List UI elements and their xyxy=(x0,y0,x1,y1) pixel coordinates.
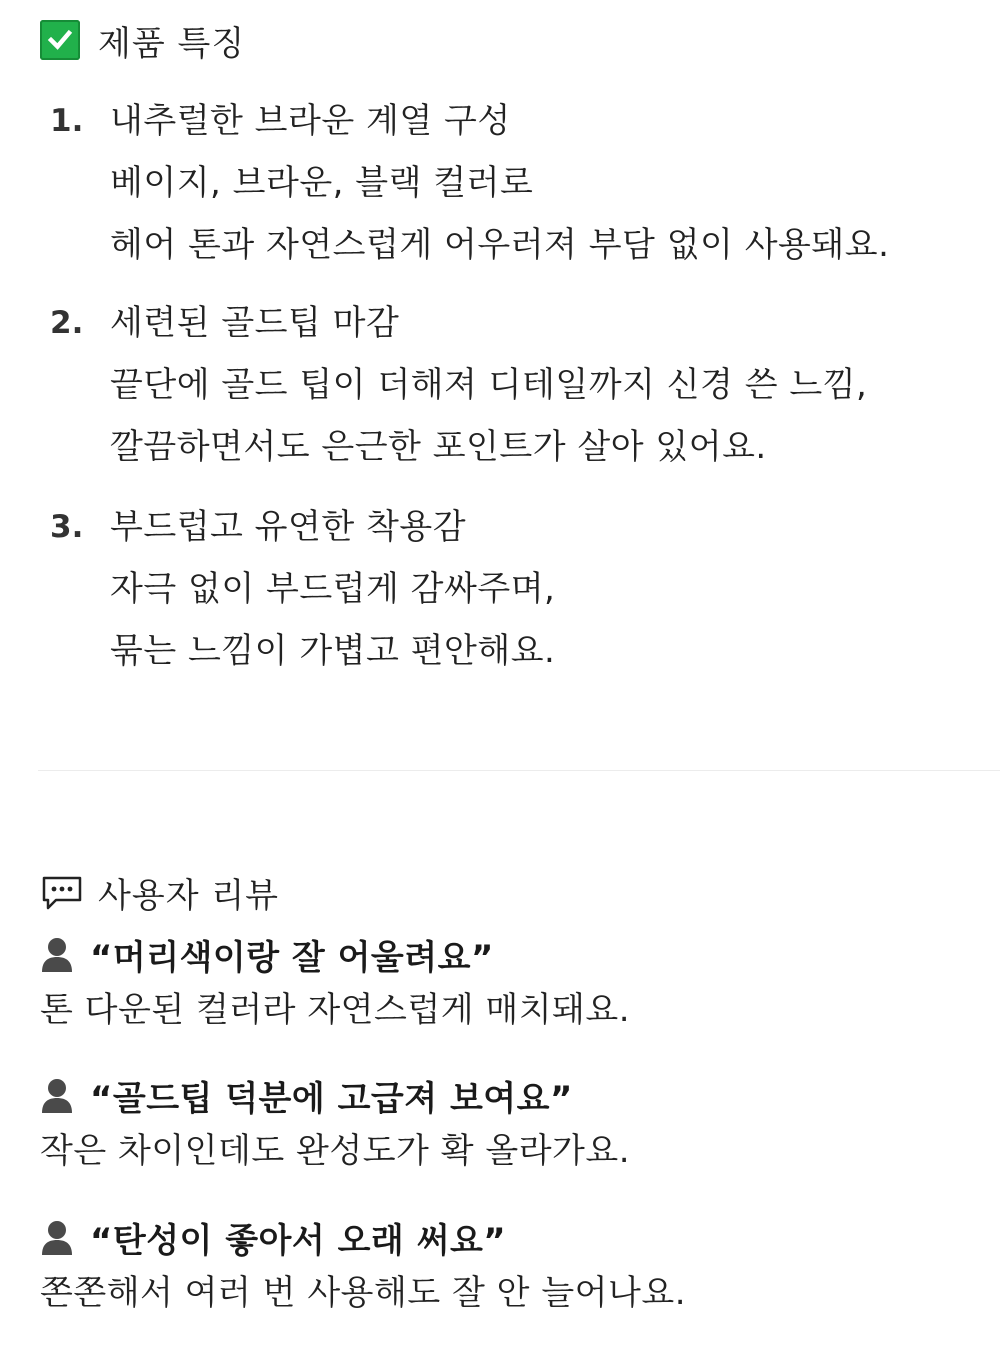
person-silhouette-icon xyxy=(40,935,74,973)
feature-number: 2. xyxy=(50,305,84,341)
review-body: 쫀쫀해서 여러 번 사용해도 잘 안 늘어나요. xyxy=(40,1273,686,1313)
feature-title: 내추럴한 브라운 계열 구성 xyxy=(110,101,511,141)
review-item xyxy=(40,1209,970,1321)
review-item xyxy=(40,1067,970,1179)
review-body: 톤 다운된 컬러라 자연스럽게 매치돼요. xyxy=(40,990,631,1030)
person-silhouette-icon xyxy=(40,1076,74,1114)
feature-item xyxy=(50,90,970,276)
feature-item xyxy=(50,292,970,478)
feature-description-line: 묶는 느낌이 가볍고 편안해요. xyxy=(110,631,556,671)
feature-description-line: 깔끔하면서도 은근한 포인트가 살아 있어요. xyxy=(110,427,767,467)
features-heading-text: 제품 특징 xyxy=(98,23,246,64)
feature-description-line: 자극 없이 부드럽게 감싸주며, xyxy=(110,569,556,609)
feature-title: 세련된 골드팁 마감 xyxy=(110,303,400,343)
feature-description-line: 베이지, 브라운, 블랙 컬러로 xyxy=(110,163,534,203)
reviews-heading-text: 사용자 리뷰 xyxy=(98,875,280,916)
review-quote: “머리색이랑 잘 어울려요” xyxy=(90,937,494,978)
reviews-heading xyxy=(40,870,279,914)
check-mark-button-icon xyxy=(40,20,80,60)
feature-title: 부드럽고 유연한 착용감 xyxy=(110,507,467,547)
features-heading xyxy=(40,19,246,64)
speech-bubble-icon xyxy=(40,870,84,914)
section-divider xyxy=(38,770,1000,771)
feature-description-line: 헤어 톤과 자연스럽게 어우러져 부담 없이 사용돼요. xyxy=(110,225,890,265)
review-body: 작은 차이인데도 완성도가 확 올라가요. xyxy=(40,1131,631,1171)
feature-item xyxy=(50,496,970,682)
feature-number: 1. xyxy=(50,103,84,139)
review-quote: “골드팁 덕분에 고급져 보여요” xyxy=(90,1078,573,1119)
feature-number: 3. xyxy=(50,509,84,545)
review-item xyxy=(40,926,970,1038)
feature-description-line: 끝단에 골드 팁이 더해져 디테일까지 신경 쓴 느낌, xyxy=(110,365,868,405)
person-silhouette-icon xyxy=(40,1218,74,1256)
review-quote: “탄성이 좋아서 오래 써요” xyxy=(90,1220,507,1261)
